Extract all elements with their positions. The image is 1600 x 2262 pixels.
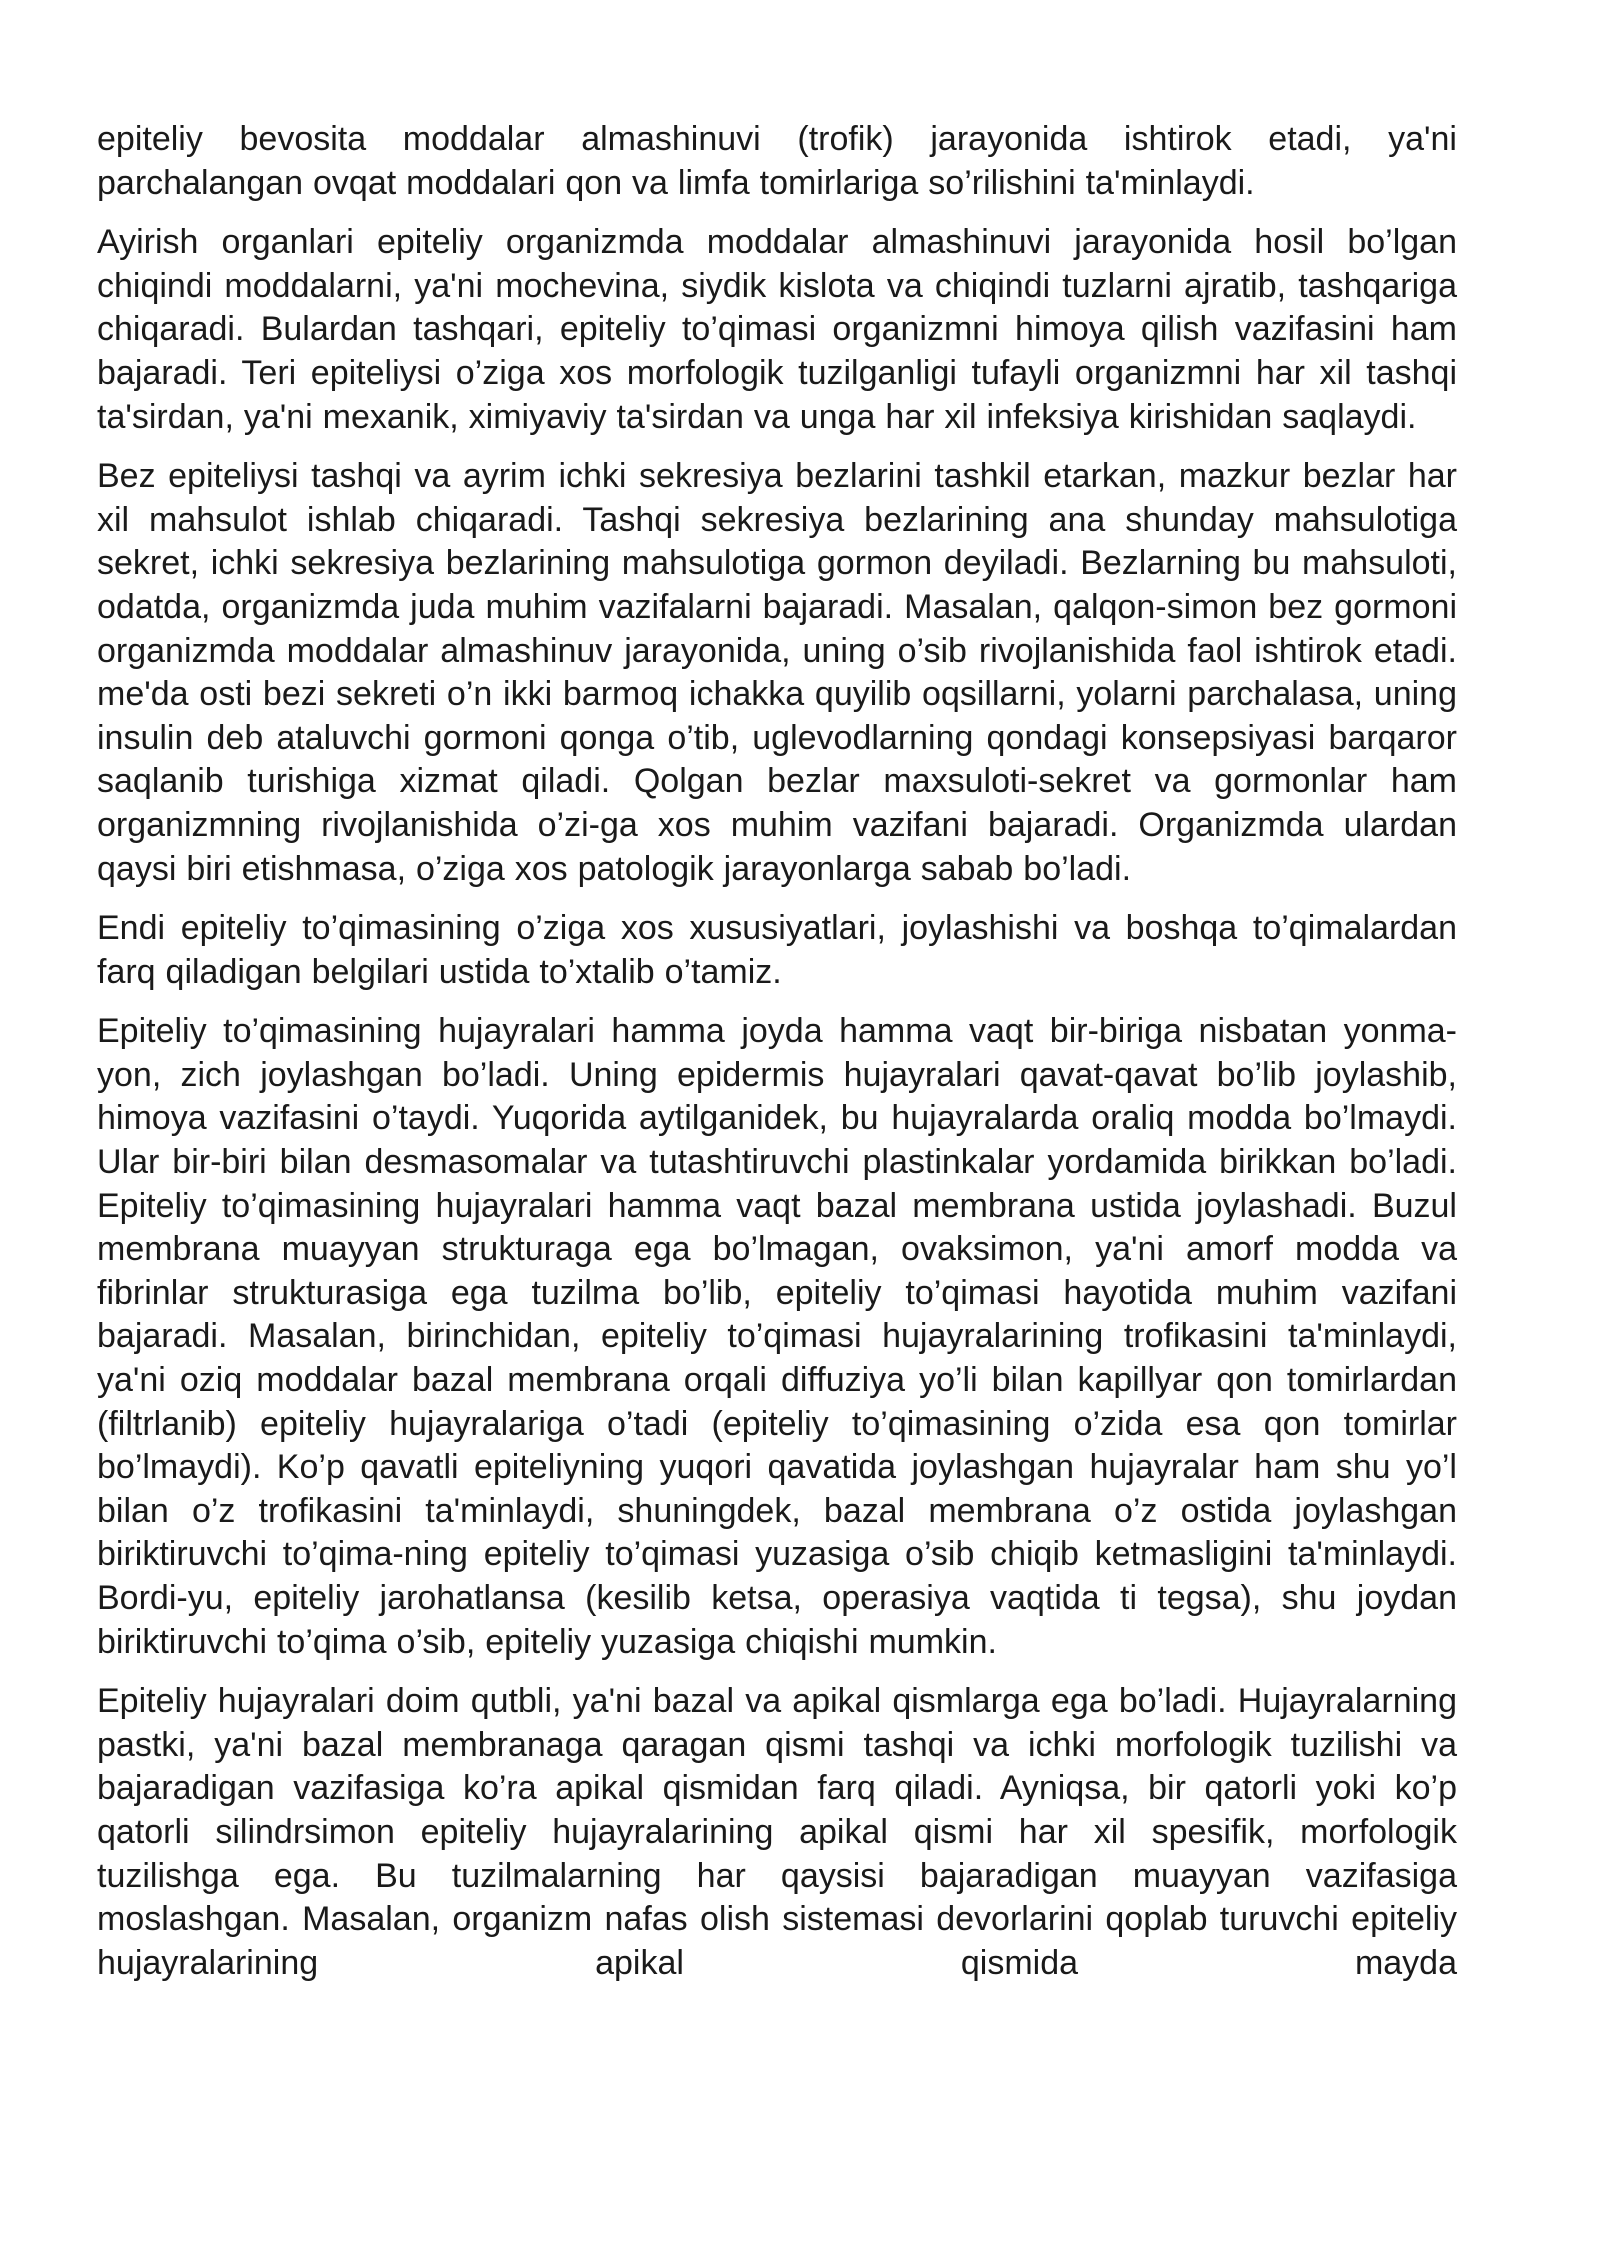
paragraph-1: epiteliy bevosita moddalar almashinuvi (trofik) jarayonida ishtirok etadi, ya'ni parchalangan ovqat moddalari qon va limfa tomirlariga so’rilishini ta'minlaydi. — [97, 120, 1457, 202]
paragraph-4: Endi epiteliy to’qimasining o’ziga xos xususiyatlari, joylashishi va boshqa to’qimalardan farq qiladigan belgilari ustida to’xtalib o’tamiz. — [97, 909, 1457, 991]
paragraph-3: Bez epiteliysi tashqi va ayrim ichki sekresiya bezlarini tashkil etarkan, mazkur bezlar har xil mahsulot ishlab chiqaradi. Tashqi sekresiya bezlarining ana shunday mahsulotiga sekret, ichki sekresiya bezlarining mahsulotiga gormon deyiladi. Bezlarning bu mahsuloti, odatda, organizmda juda muhim vazifalarni bajaradi. Masalan, qalqon-simon bez gormoni organizmda moddalar almashinuv jarayonida, uning o’sib rivojlanishida faol ishtirok etadi. me'da osti bezi sekreti o’n ikki barmoq ichakka quyilib oqsillarni, yolarni parchalasa, uning insulin deb ataluvchi gormoni qonga o’tib, uglevodlarning qondagi konsepsiyasi barqaror saqlanib turishiga xizmat qiladi. Qolgan bezlar maxsuloti-sekret va gormonlar ham organizmning rivojlanishida o’zi-ga xos muhim vazifani bajaradi. Organizmda ulardan qaysi biri etishmasa, o’ziga xos patologik jarayonlarga sabab bo’ladi. — [97, 457, 1457, 888]
paragraph-5: Epiteliy to’qimasining hujayralari hamma joyda hamma vaqt bir-biriga nisbatan yonma-yon, zich joylashgan bo’ladi. Uning epidermis hujayralari qavat-qavat bo’lib joylashib, himoya vazifasini o’taydi. Yuqorida aytilganidek, bu hujayralarda oraliq modda bo’lmaydi. Ular bir-biri bilan desmasomalar va tutashtiruvchi plastinkalar yordamida birikkan bo’ladi. Epiteliy to’qimasining hujayralari hamma vaqt bazal membrana ustida joylashadi. Buzul membrana muayyan strukturaga ega bo’lmagan, ovaksimon, ya'ni amorf modda va fibrinlar strukturasiga ega tuzilma bo’lib, epiteliy to’qimasi hayotida muhim vazifani bajaradi. Masalan, birinchidan, epiteliy to’qimasi hujayralarining trofikasini ta'minlaydi, ya'ni oziq moddalar bazal membrana orqali diffuziya yo’li bilan kapillyar qon tomirlardan (filtrlanib) epiteliy hujayralariga o’tadi (epiteliy to’qimasining o’zida esa qon tomirlar bo’lmaydi). Ko’p qavatli epiteliyning yuqori qavatida joylashgan hujayralar ham shu yo’l bilan o’z trofikasini ta'minlaydi, shuningdek, bazal membrana o’z ostida joylashgan biriktiruvchi to’qima-ning epiteliy to’qimasi yuzasiga o’sib chiqib ketmasligini ta'minlaydi. Bordi-yu, epiteliy jarohatlansa (kesilib ketsa, operasiya vaqtida ti tegsa), shu joydan biriktiruvchi to’qima o’sib, epiteliy yuzasiga chiqishi mumkin. — [97, 1012, 1457, 1661]
paragraph-2: Ayirish organlari epiteliy organizmda moddalar almashinuvi jarayonida hosil bo’lgan chiqindi moddalarni, ya'ni mochevina, siydik kislota va chiqindi tuzlarni ajratib, tashqariga chiqaradi. Bulardan tashqari, epiteliy to’qimasi organizmni himoya qilish vazifasini ham bajaradi. Teri epiteliysi o’ziga xos morfologik tuzilganligi tufayli organizmni har xil tashqi ta'sirdan, ya'ni mexanik, ximiyaviy ta'sirdan va unga har xil infeksiya kirishidan saqlaydi. — [97, 223, 1457, 436]
paragraph-6: Epiteliy hujayralari doim qutbli, ya'ni bazal va apikal qismlarga ega bo’ladi. Hujayralarning pastki, ya'ni bazal membranaga qaragan qismi tashqi va ichki morfologik tuzilishi va bajaradigan vazifasiga ko’ra apikal qismidan farq qiladi. Ayniqsa, bir qatorli yoki ko’p qatorli silindrsimon epiteliy hujayralarining apikal qismi har xil spesifik, morfologik tuzilishga ega. Bu tuzilmalarning har qaysisi bajaradigan muayyan vazifasiga moslashgan. Masalan, organizm nafas olish sistemasi devorlarini qoplab turuvchi epiteliy hujayralarining apikal qismida mayda — [97, 1682, 1457, 1982]
document-page — [97, 118, 1457, 2001]
